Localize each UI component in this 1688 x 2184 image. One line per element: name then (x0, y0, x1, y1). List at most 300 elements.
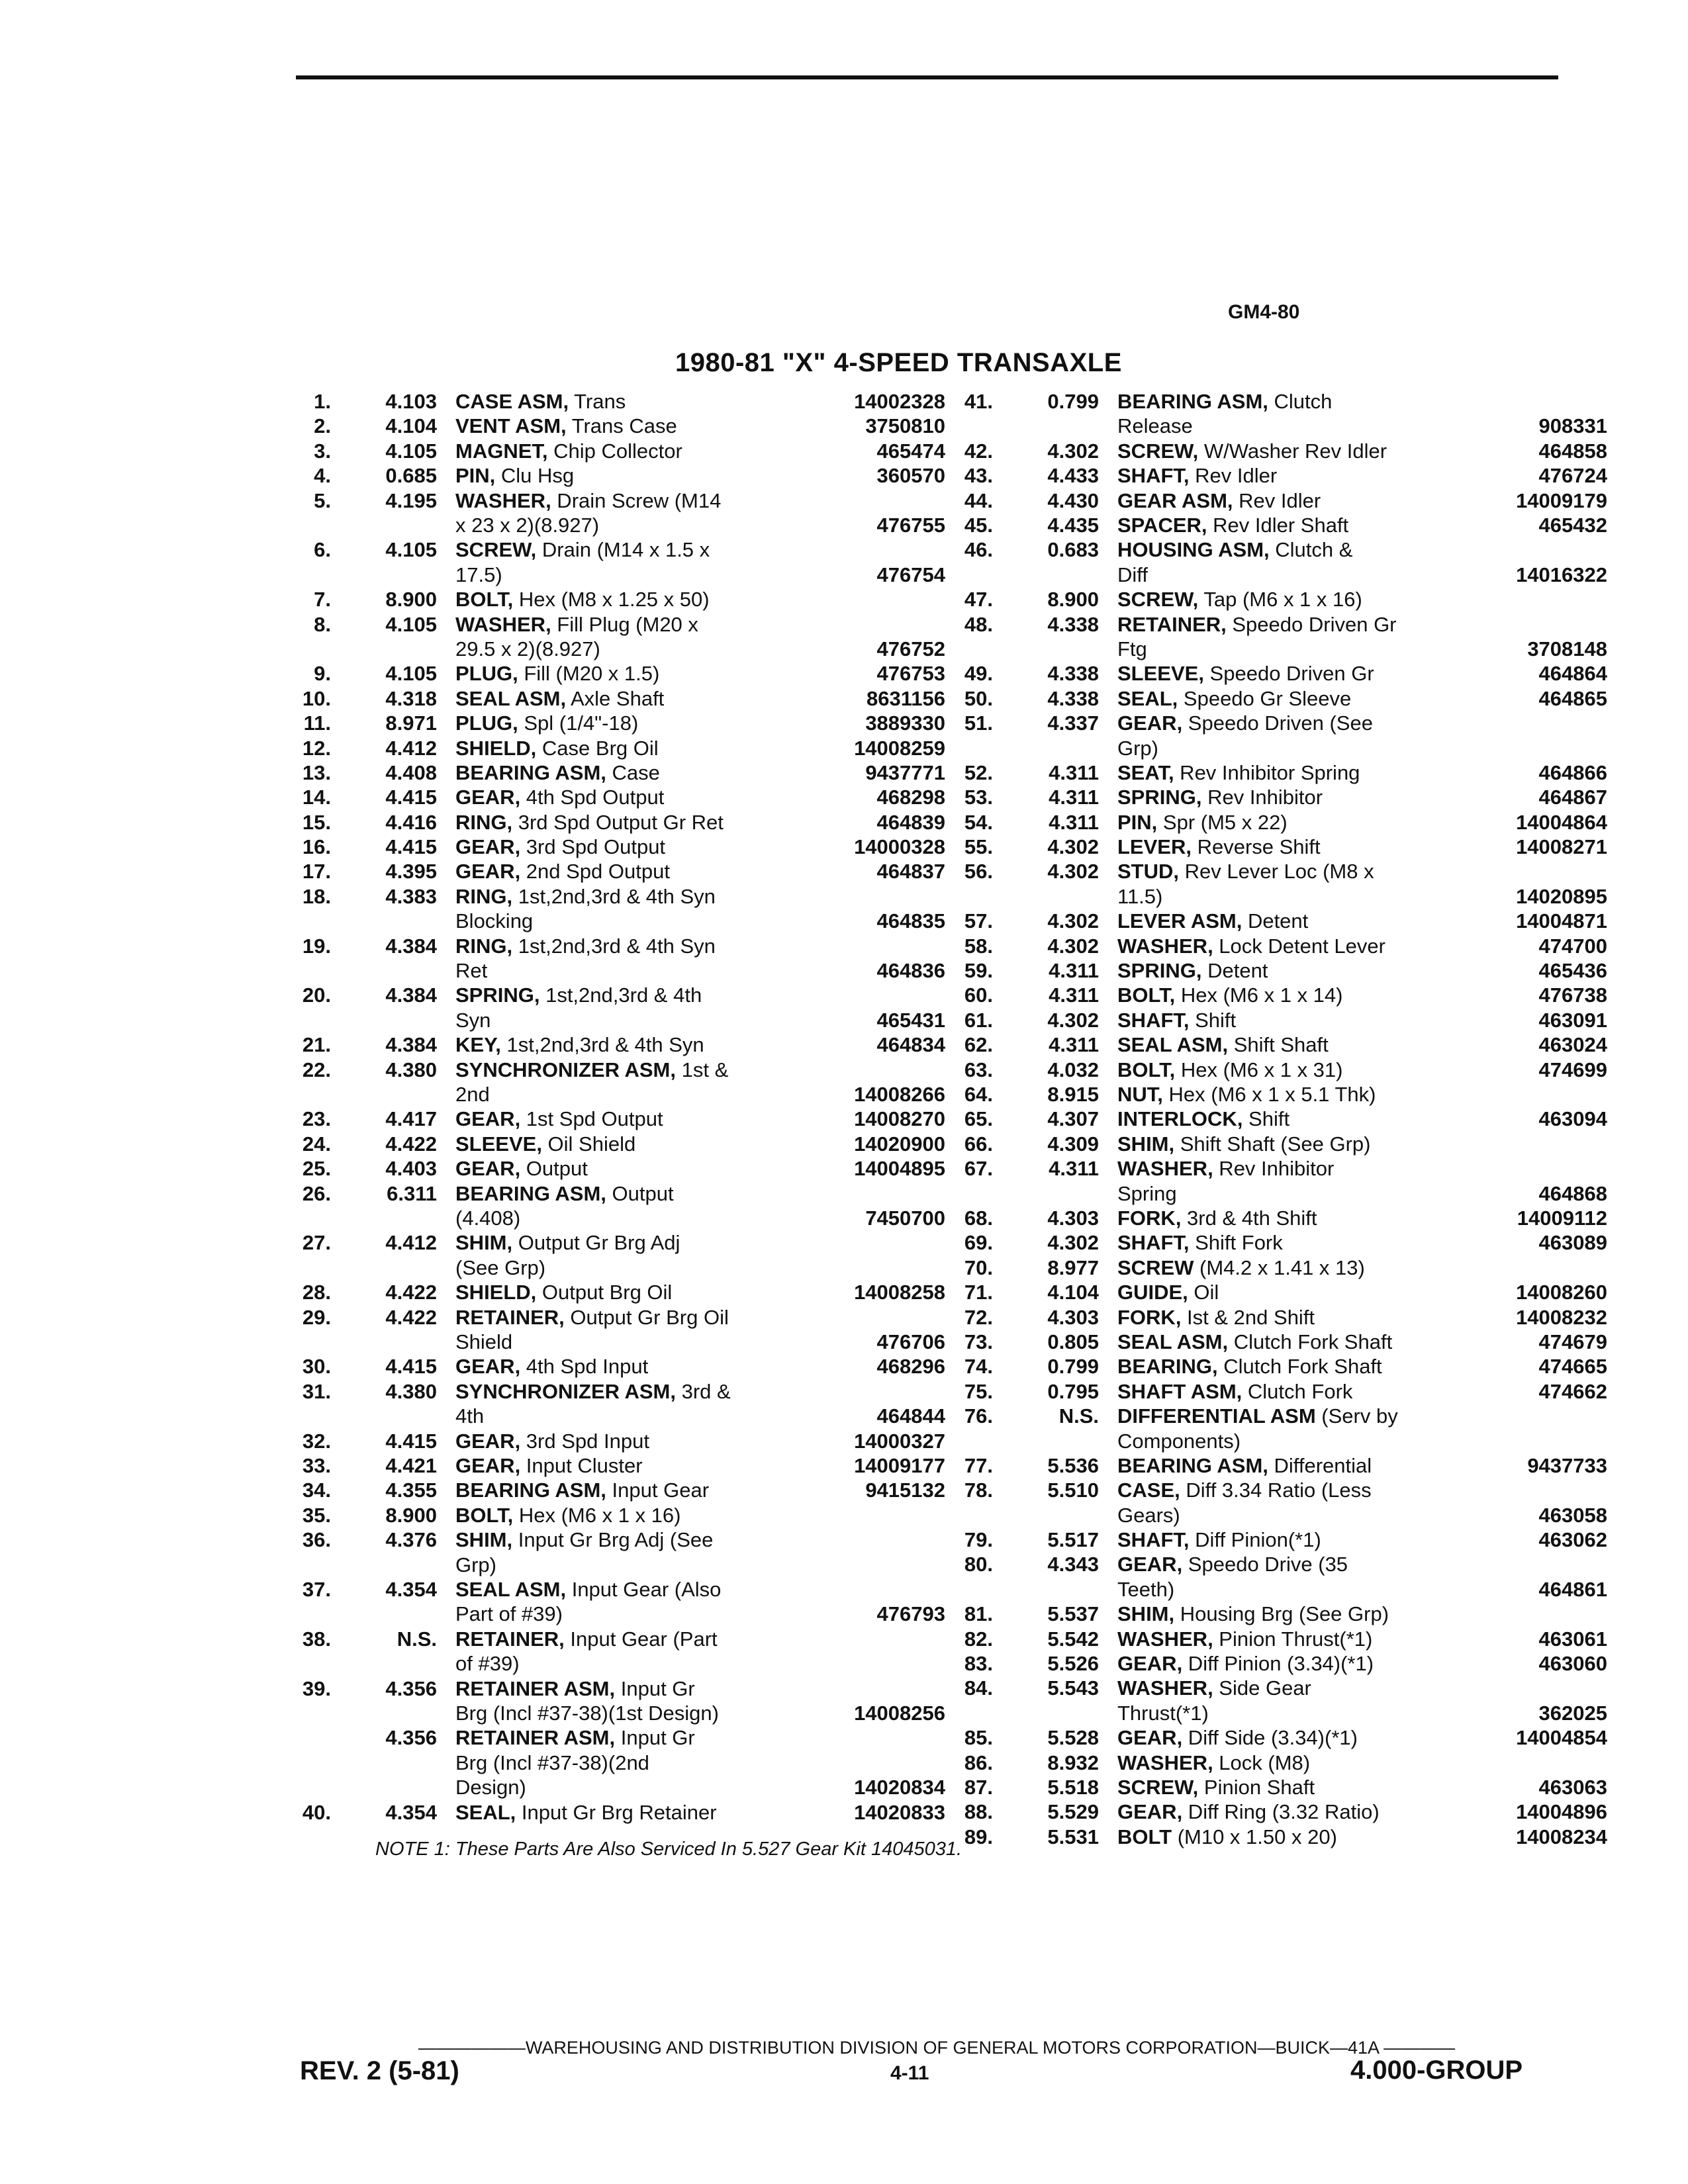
group-number: 4.302 (1047, 860, 1099, 884)
part-detail: Rev Idler Shaft (1207, 513, 1349, 537)
group-number: 5.531 (1047, 1825, 1099, 1848)
part-description (1117, 909, 1462, 933)
part-description (1117, 835, 1462, 859)
group-number: 4.105 (385, 439, 437, 463)
item-number: 66. (964, 1132, 993, 1156)
part-description (1117, 983, 1462, 1007)
parts-row (953, 439, 1615, 463)
parts-row (953, 513, 1615, 537)
part-detail: Speedo Driven Gr (1203, 662, 1374, 686)
group-number: 5.536 (1047, 1453, 1099, 1477)
item-number: 21. (302, 1033, 331, 1057)
item-number: 48. (964, 612, 993, 636)
part-name: SHAFT ASM, (1117, 1379, 1243, 1403)
part-number: 464835 (876, 909, 945, 933)
group-number: 4.303 (1047, 1206, 1099, 1230)
part-description (1117, 785, 1462, 809)
part-name: BEARING ASM, (455, 760, 606, 784)
group-number: 8.971 (385, 711, 437, 735)
part-number: 9437733 (1527, 1453, 1607, 1477)
part-description (1117, 587, 1462, 612)
group-number: 4.307 (1047, 1107, 1099, 1131)
part-number: 463024 (1538, 1033, 1607, 1057)
group-number: 4.354 (385, 1800, 437, 1824)
item-number: 31. (302, 1379, 331, 1403)
part-description (455, 1181, 800, 1231)
item-number: 77. (964, 1453, 993, 1477)
part-name: SHIM, (1117, 1602, 1175, 1626)
part-detail: 1st,2nd,3rd & 4th Syn Ret (455, 934, 716, 983)
part-number: 464867 (1538, 786, 1607, 809)
part-number: 463061 (1538, 1627, 1607, 1651)
item-number: 51. (964, 711, 993, 735)
parts-row (291, 810, 953, 835)
group-number: 4.417 (385, 1107, 437, 1131)
group-number: 4.309 (1047, 1132, 1099, 1156)
group-number: 8.932 (1047, 1751, 1099, 1774)
parts-row (953, 1255, 1615, 1280)
part-name: PLUG, (455, 662, 518, 686)
parts-row (953, 1379, 1615, 1404)
parts-row (291, 537, 953, 587)
part-description (455, 983, 800, 1032)
part-detail: Housing Brg (See Grp) (1174, 1602, 1389, 1626)
item-number: 20. (302, 983, 331, 1007)
group-number: 4.384 (385, 1033, 437, 1057)
part-description (1117, 1775, 1462, 1799)
group-number: 4.337 (1047, 711, 1099, 735)
part-number (800, 1230, 953, 1255)
page-number: 4-11 (890, 2062, 929, 2084)
item-number: 4. (314, 464, 331, 488)
part-detail: W/Washer Rev Idler (1198, 439, 1387, 463)
part-name: CASE ASM, (455, 390, 569, 413)
part-description (455, 1627, 800, 1676)
part-detail: (Serv by Components) (1117, 1404, 1398, 1453)
part-detail: Diff Side (3.34)(*1) (1182, 1726, 1358, 1750)
part-number: 464865 (1538, 686, 1607, 710)
part-name: BEARING ASM, (455, 1181, 606, 1205)
group-number: 4.356 (385, 1726, 437, 1750)
part-name: SEAL ASM, (1117, 1033, 1229, 1057)
parts-row (953, 983, 1615, 1007)
part-number: 8631156 (867, 686, 945, 710)
part-description (455, 1058, 800, 1107)
part-description (1117, 1107, 1462, 1131)
part-name: LEVER, (1117, 835, 1192, 859)
part-detail: Input Gear (Also Part of #39) (455, 1577, 722, 1626)
part-number: 474662 (1538, 1379, 1607, 1403)
part-description (1117, 1627, 1462, 1651)
item-number: 25. (302, 1157, 331, 1181)
item-number: 57. (964, 909, 993, 933)
parts-row (291, 1032, 953, 1057)
part-name: FORK, (1117, 1206, 1182, 1230)
group-number: 4.354 (385, 1577, 437, 1601)
part-name: SCREW (1117, 1255, 1194, 1279)
parts-row (291, 1305, 953, 1355)
part-name: GEAR, (455, 860, 521, 884)
part-description (1117, 1379, 1462, 1404)
group-number: 4.338 (1047, 662, 1099, 686)
item-number: 44. (964, 488, 993, 512)
part-number (800, 1627, 953, 1651)
part-detail: Lock Detent Lever (1213, 934, 1385, 958)
part-name: GEAR, (455, 835, 521, 859)
part-description (455, 810, 800, 835)
part-description (1117, 1651, 1462, 1676)
part-description (455, 612, 800, 662)
part-name: CASE, (1117, 1479, 1180, 1502)
part-number: 14009112 (1517, 1206, 1607, 1230)
parts-row (953, 661, 1615, 686)
part-detail: Detent (1201, 959, 1268, 983)
item-number: 84. (964, 1676, 993, 1700)
parts-row (291, 1058, 953, 1107)
part-name: SPRING, (1117, 786, 1202, 809)
part-number: 476706 (876, 1330, 945, 1353)
part-detail: Rev Inhibitor (1201, 786, 1323, 809)
part-name: SEAL ASM, (455, 1577, 567, 1601)
part-name: WASHER, (1117, 1751, 1213, 1774)
part-name: SYNCHRONIZER ASM, (455, 1379, 676, 1403)
part-detail: Output (520, 1157, 588, 1181)
part-detail: Trans (569, 390, 626, 413)
group-label: 4.000-GROUP (1350, 2056, 1523, 2085)
group-number: 4.422 (385, 1132, 437, 1156)
parts-row (953, 1825, 1615, 1849)
group-number: 6.311 (387, 1181, 437, 1205)
part-description (1117, 1453, 1462, 1478)
part-detail: (M10 x 1.50 x 20) (1172, 1825, 1337, 1848)
part-number: 14020834 (854, 1776, 945, 1799)
part-name: SEAL ASM, (1117, 1330, 1229, 1353)
group-number: 4.302 (1047, 835, 1099, 859)
part-name: SCREW, (1117, 439, 1199, 463)
part-name: SHIM, (1117, 1132, 1175, 1156)
item-number: 46. (964, 538, 993, 562)
part-name: SPRING, (1117, 959, 1202, 983)
item-number: 55. (964, 835, 993, 859)
parts-row (291, 1775, 953, 1799)
part-description (1117, 1799, 1462, 1824)
part-number: 360570 (876, 464, 945, 488)
item-number: 17. (302, 860, 331, 884)
part-detail: Rev Lever Loc (M8 x 11.5) (1117, 860, 1374, 908)
part-number: 3889330 (865, 711, 945, 735)
part-name: HOUSING ASM, (1117, 538, 1270, 562)
part-description (455, 1429, 800, 1453)
item-number: 72. (964, 1305, 993, 1329)
group-number: 8.900 (1047, 588, 1099, 612)
parts-row (953, 1058, 1615, 1082)
part-detail: Diff Ring (3.32 Ratio) (1182, 1800, 1380, 1824)
part-name: BOLT (1117, 1825, 1172, 1848)
parts-row (291, 1107, 953, 1131)
part-name: MAGNET, (455, 439, 548, 463)
parts-row (953, 909, 1615, 933)
item-number: 1. (314, 390, 331, 413)
part-detail: Input Gr Brg (Incl #37-38)(2nd (455, 1726, 695, 1774)
part-detail: Fill Plug (M20 x 29.5 x 2)(8.927) (455, 612, 698, 660)
part-number: 14020900 (854, 1132, 945, 1156)
part-detail: 1st,2nd,3rd & 4th Syn Blocking (455, 884, 716, 933)
item-number: 6. (314, 538, 331, 562)
parts-row (291, 1156, 953, 1181)
group-number: 4.318 (385, 686, 437, 710)
item-number: 50. (964, 686, 993, 710)
part-description (455, 1379, 800, 1429)
part-detail: 1st,2nd,3rd & 4th Syn (500, 1033, 704, 1057)
part-name: STUD, (1117, 860, 1179, 884)
part-detail: 3rd Spd Output Gr Ret (512, 810, 724, 834)
item-number: 8. (314, 612, 331, 636)
parts-row (953, 1008, 1615, 1032)
parts-row (291, 1429, 953, 1453)
part-detail: Reverse Shift (1191, 835, 1321, 859)
part-description (1117, 1354, 1462, 1379)
part-number: 14008232 (1516, 1305, 1607, 1329)
group-number: 4.383 (385, 884, 437, 908)
parts-row (953, 1725, 1615, 1750)
part-description (455, 463, 800, 488)
item-number: 49. (964, 662, 993, 686)
group-number: 4.380 (385, 1058, 437, 1081)
part-name: GEAR, (1117, 1652, 1183, 1676)
part-description (1117, 958, 1462, 983)
group-number: 4.433 (1047, 464, 1099, 488)
part-number: 463058 (1538, 1503, 1607, 1527)
parts-row (953, 1107, 1615, 1131)
group-number: 4.430 (1047, 488, 1099, 512)
part-detail: Chip Collector (547, 439, 682, 463)
page-code: GM4-80 (1228, 301, 1300, 323)
part-name: BOLT, (455, 588, 514, 612)
part-name: DIFFERENTIAL ASM (1117, 1404, 1316, 1428)
parts-row (291, 1453, 953, 1478)
part-description (1117, 1230, 1462, 1255)
part-name: BOLT, (1117, 983, 1176, 1007)
item-number: 37. (302, 1577, 331, 1601)
parts-row (953, 488, 1615, 513)
part-detail: Speedo Drive (35 Teeth) (1117, 1553, 1348, 1601)
part-description (1117, 859, 1462, 909)
part-name: BEARING ASM, (1117, 390, 1268, 413)
parts-row (291, 934, 953, 983)
parts-row (953, 1404, 1615, 1453)
part-detail: Shift Shaft (See Grp) (1174, 1132, 1371, 1156)
group-number: 4.415 (385, 1355, 437, 1379)
part-name: WASHER, (1117, 934, 1213, 958)
part-name: GEAR, (455, 1107, 521, 1131)
part-detail: Design) (455, 1776, 526, 1799)
parts-row (291, 711, 953, 735)
part-description (455, 1725, 800, 1775)
group-number: 5.510 (1047, 1479, 1099, 1502)
item-number: 13. (302, 760, 331, 784)
parts-row (953, 1751, 1615, 1775)
group-number: 4.412 (385, 1231, 437, 1255)
part-detail: Clutch & Diff (1117, 538, 1353, 586)
parts-row (291, 1230, 953, 1280)
item-number: 40. (302, 1800, 331, 1824)
part-name: GEAR, (1117, 1800, 1183, 1824)
part-name: PLUG, (455, 711, 518, 735)
part-name: GEAR, (1117, 711, 1183, 735)
item-number: 74. (964, 1355, 993, 1379)
parts-row (953, 810, 1615, 835)
group-number: N.S. (1058, 1404, 1099, 1428)
part-description (455, 934, 800, 983)
part-number: 464834 (876, 1033, 945, 1057)
part-detail: 1st & 2nd (455, 1058, 729, 1107)
part-name: RETAINER ASM, (455, 1676, 616, 1700)
part-description (1117, 1751, 1462, 1775)
part-description (455, 1527, 800, 1577)
part-number: 476753 (876, 662, 945, 686)
group-number: 5.517 (1047, 1528, 1099, 1552)
part-description (455, 1354, 800, 1379)
part-name: RETAINER, (1117, 612, 1227, 636)
part-detail: Hex (M6 x 1 x 31) (1175, 1058, 1343, 1081)
page-title: 1980-81 "X" 4-SPEED TRANSAXLE (675, 348, 1122, 377)
group-number: 4.303 (1047, 1305, 1099, 1329)
part-number: 468298 (876, 786, 945, 809)
parts-row (953, 612, 1615, 662)
part-description (1117, 1206, 1462, 1230)
part-description (455, 859, 800, 884)
part-detail: Pinion Thrust(*1) (1213, 1627, 1373, 1651)
part-detail: Spl (1/4"-18) (518, 711, 639, 735)
part-detail: 1st Spd Output (520, 1107, 663, 1131)
part-number: 465474 (876, 439, 945, 463)
part-name: RING, (455, 884, 513, 908)
group-number: 4.311 (1049, 810, 1099, 834)
part-description (1117, 1330, 1462, 1354)
parts-row (291, 884, 953, 934)
part-detail: Detent (1242, 909, 1309, 933)
item-number: 39. (302, 1676, 331, 1700)
parts-row (291, 612, 953, 662)
parts-row (291, 760, 953, 785)
item-number: 62. (964, 1033, 993, 1057)
item-number: 10. (302, 686, 331, 710)
item-number: 36. (302, 1528, 331, 1552)
parts-row (953, 1082, 1615, 1107)
part-detail: Speedo Gr Sleeve (1178, 686, 1352, 710)
group-number: 4.412 (385, 736, 437, 760)
group-number: 4.380 (385, 1379, 437, 1403)
parts-row (953, 785, 1615, 809)
part-name: WASHER, (1117, 1627, 1213, 1651)
item-number: 67. (964, 1157, 993, 1181)
part-detail: Diff Pinion (3.34)(*1) (1182, 1652, 1374, 1676)
part-number: 476754 (876, 563, 945, 586)
part-name: BEARING ASM, (455, 1479, 606, 1502)
part-description (1117, 1156, 1462, 1206)
parts-row (953, 1354, 1615, 1379)
item-number: 54. (964, 810, 993, 834)
part-detail: Rev Idler (1189, 464, 1278, 488)
parts-row (953, 1478, 1615, 1527)
part-number: 14016322 (1516, 563, 1607, 586)
part-number: 474665 (1538, 1355, 1607, 1379)
parts-row (953, 1132, 1615, 1156)
part-name: RETAINER, (455, 1627, 565, 1651)
parts-list-left (291, 389, 953, 1825)
group-number: 4.415 (385, 835, 437, 859)
part-name: SCREW, (1117, 588, 1199, 612)
parts-row (953, 859, 1615, 909)
part-number: 3708148 (1527, 637, 1607, 660)
part-detail: Pinion Shaft (1198, 1776, 1315, 1799)
part-detail: Tap (M6 x 1 x 16) (1198, 588, 1362, 612)
parts-row (291, 1478, 953, 1502)
group-number: 4.311 (1049, 1157, 1099, 1181)
part-name: SHIELD, (455, 736, 537, 760)
part-description (455, 1305, 800, 1355)
part-description (455, 1230, 800, 1280)
group-number: 5.528 (1047, 1726, 1099, 1750)
group-number: 4.302 (1047, 934, 1099, 958)
item-number: 15. (302, 810, 331, 834)
part-name: SEAT, (1117, 760, 1174, 784)
part-name: INTERLOCK, (1117, 1107, 1243, 1131)
part-detail: Oil Shield (541, 1132, 636, 1156)
part-number: 474700 (1538, 934, 1607, 958)
part-name: SHAFT, (1117, 1008, 1190, 1032)
part-detail: Clu Hsg (495, 464, 575, 488)
item-number: 52. (964, 760, 993, 784)
part-detail: Rev Idler (1233, 488, 1321, 512)
parts-row (953, 463, 1615, 488)
part-detail: 3rd Spd Input (520, 1429, 649, 1453)
parts-row (291, 1280, 953, 1304)
part-number: 463094 (1538, 1107, 1607, 1131)
group-number: 4.384 (385, 983, 437, 1007)
part-number (800, 1725, 953, 1750)
part-detail: Side Gear Thrust(*1) (1117, 1676, 1311, 1725)
item-number: 64. (964, 1083, 993, 1107)
item-number: 22. (302, 1058, 331, 1081)
item-number: 19. (302, 934, 331, 958)
group-number: 5.518 (1047, 1776, 1099, 1799)
part-detail: Shift Shaft (1228, 1033, 1329, 1057)
item-number: 65. (964, 1107, 993, 1131)
item-number: 14. (302, 786, 331, 809)
part-description (455, 760, 800, 785)
parts-list-right (953, 389, 1615, 1849)
part-detail: Speedo Driven Gr Ftg (1117, 612, 1397, 660)
part-number: 468296 (876, 1355, 945, 1379)
part-description (1117, 1825, 1462, 1849)
group-number: 8.915 (1047, 1083, 1099, 1107)
part-description (455, 537, 800, 587)
part-description (455, 1107, 800, 1131)
part-name: BEARING ASM, (1117, 1453, 1268, 1477)
part-description (455, 711, 800, 735)
part-name: RING, (455, 934, 513, 958)
part-detail: Spr (M5 x 22) (1157, 810, 1288, 834)
part-detail: Diff 3.34 Ratio (Less Gears) (1117, 1479, 1372, 1527)
part-number: 14004864 (1516, 810, 1607, 834)
part-number: 463063 (1538, 1776, 1607, 1799)
part-name: SLEEVE, (455, 1132, 542, 1156)
part-detail: Clutch Fork (1242, 1379, 1353, 1403)
group-number: 5.542 (1047, 1627, 1099, 1651)
part-name: SCREW, (455, 538, 537, 562)
parts-row (291, 1132, 953, 1156)
